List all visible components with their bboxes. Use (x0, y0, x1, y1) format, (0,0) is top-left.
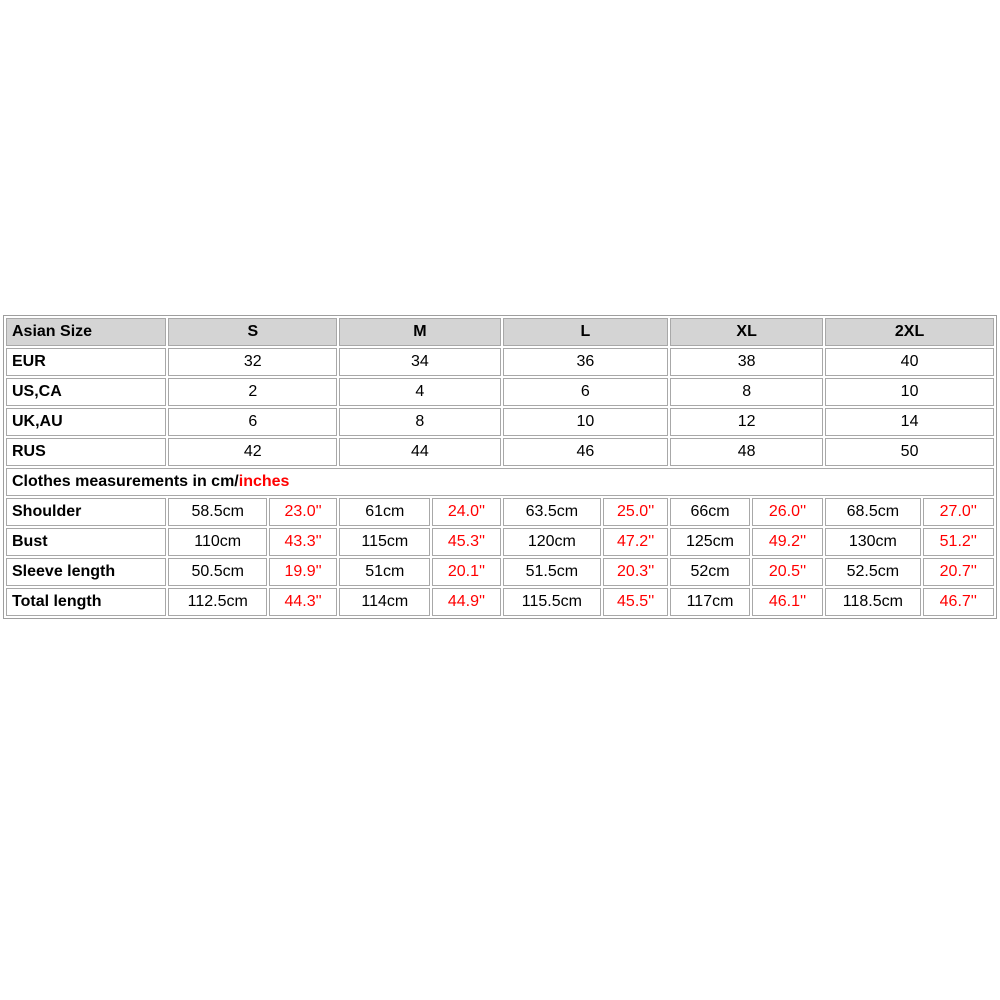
inch-cell: 19.9'' (269, 558, 337, 586)
inch-cell: 44.3'' (269, 588, 337, 616)
size-chart-table (3, 315, 997, 619)
measurement-row-total-length (6, 588, 994, 616)
cm-cell: 112.5cm (168, 588, 267, 616)
row-label: Shoulder (6, 498, 166, 526)
cm-cell: 68.5cm (825, 498, 920, 526)
conversion-row-uk-au (6, 408, 994, 436)
conversion-row-us-ca (6, 378, 994, 406)
cm-cell: 120cm (503, 528, 602, 556)
cm-cell: 52.5cm (825, 558, 920, 586)
cm-cell: 52cm (670, 558, 750, 586)
row-label: Total length (6, 588, 166, 616)
table-cell: 46 (503, 438, 669, 466)
size-chart (3, 315, 997, 619)
measurements-section-heading (6, 468, 994, 496)
table-cell: 14 (825, 408, 994, 436)
inch-cell: 20.1'' (432, 558, 500, 586)
cm-cell: 51cm (339, 558, 430, 586)
size-header-row (6, 318, 994, 346)
inch-cell: 43.3'' (269, 528, 337, 556)
table-cell: 40 (825, 348, 994, 376)
table-cell: 8 (670, 378, 823, 406)
table-cell: 50 (825, 438, 994, 466)
table-cell: 6 (503, 378, 669, 406)
inch-cell: 20.7'' (923, 558, 994, 586)
inch-cell: 51.2'' (923, 528, 994, 556)
table-cell: 4 (339, 378, 500, 406)
table-cell: 36 (503, 348, 669, 376)
cm-cell: 50.5cm (168, 558, 267, 586)
row-label: US,CA (6, 378, 166, 406)
measurement-row-sleeve-length (6, 558, 994, 586)
table-cell: 2 (168, 378, 337, 406)
row-label: Sleeve length (6, 558, 166, 586)
inch-cell: 44.9'' (432, 588, 500, 616)
table-cell: 6 (168, 408, 337, 436)
inch-cell: 45.5'' (603, 588, 668, 616)
cm-cell: 63.5cm (503, 498, 602, 526)
size-header-label: Asian Size (6, 318, 166, 346)
inch-cell: 24.0'' (432, 498, 500, 526)
inch-cell: 25.0'' (603, 498, 668, 526)
section-heading-highlight: inches (238, 473, 290, 490)
conversion-row-rus (6, 438, 994, 466)
size-header-xl: XL (670, 318, 823, 346)
row-label: RUS (6, 438, 166, 466)
row-label: UK,AU (6, 408, 166, 436)
table-cell: 44 (339, 438, 500, 466)
cm-cell: 61cm (339, 498, 430, 526)
cm-cell: 117cm (670, 588, 750, 616)
inch-cell: 26.0'' (752, 498, 823, 526)
cm-cell: 118.5cm (825, 588, 920, 616)
table-cell: 12 (670, 408, 823, 436)
inch-cell: 49.2'' (752, 528, 823, 556)
cm-cell: 110cm (168, 528, 267, 556)
cm-cell: 115cm (339, 528, 430, 556)
cm-cell: 58.5cm (168, 498, 267, 526)
size-header-2xl: 2XL (825, 318, 994, 346)
cm-cell: 115.5cm (503, 588, 602, 616)
table-cell: 10 (503, 408, 669, 436)
inch-cell: 27.0'' (923, 498, 994, 526)
table-cell: 10 (825, 378, 994, 406)
inch-cell: 46.1'' (752, 588, 823, 616)
row-label: Bust (6, 528, 166, 556)
inch-cell: 47.2'' (603, 528, 668, 556)
size-header-m: M (339, 318, 500, 346)
inch-cell: 23.0'' (269, 498, 337, 526)
cm-cell: 130cm (825, 528, 920, 556)
measurements-section-row (6, 468, 994, 496)
table-cell: 38 (670, 348, 823, 376)
cm-cell: 66cm (670, 498, 750, 526)
table-cell: 32 (168, 348, 337, 376)
table-cell: 48 (670, 438, 823, 466)
inch-cell: 45.3'' (432, 528, 500, 556)
table-cell: 8 (339, 408, 500, 436)
cm-cell: 125cm (670, 528, 750, 556)
cm-cell: 114cm (339, 588, 430, 616)
conversion-row-eur (6, 348, 994, 376)
table-cell: 42 (168, 438, 337, 466)
size-header-s: S (168, 318, 337, 346)
inch-cell: 20.5'' (752, 558, 823, 586)
measurement-row-shoulder (6, 498, 994, 526)
section-heading-prefix: Clothes measurements in cm/ (12, 473, 239, 490)
inch-cell: 20.3'' (603, 558, 668, 586)
measurement-row-bust (6, 528, 994, 556)
inch-cell: 46.7'' (923, 588, 994, 616)
cm-cell: 51.5cm (503, 558, 602, 586)
table-cell: 34 (339, 348, 500, 376)
size-header-l: L (503, 318, 669, 346)
row-label: EUR (6, 348, 166, 376)
